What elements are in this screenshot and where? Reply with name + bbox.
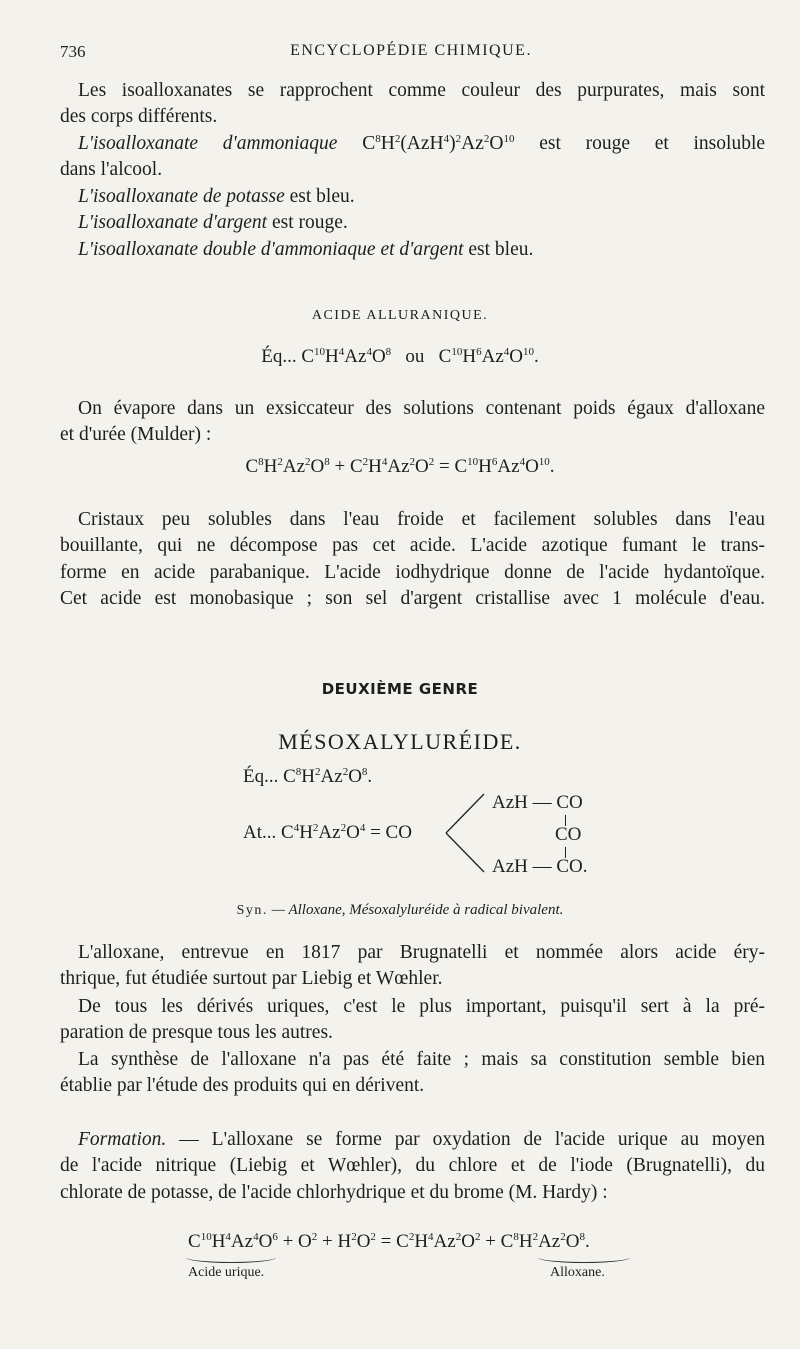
label-uric-acid: Acide urique. [188, 1265, 265, 1280]
compound-name: L'isoalloxanate d'argent [78, 212, 268, 234]
structure-bonds [440, 788, 490, 878]
text-line: Cristaux peu solubles dans l'eau froide et facilement solubles dans l'eau [78, 509, 765, 530]
structure-bottom: AzH — CO. [492, 856, 588, 877]
synthesis-paragraph [60, 1047, 765, 1100]
isoalloxanate-list [60, 131, 765, 263]
text-line: de l'acide nitrique (Liebig et Wœhler), du chlore et de l'iode (Brugnatelli), du [60, 1155, 765, 1177]
text-line: forme en acide parabanique. L'acide iodhydrique donne de l'acide hydantoïque. [60, 561, 765, 583]
equivalent-formula: Éq... $C^8H^2Az^2O^8$. [243, 766, 373, 787]
underbrace [186, 1252, 276, 1263]
syn-label: Syn. [236, 903, 268, 918]
reaction-equation: $C^8H^2Az^2O^8 + C^2H^4Az^2O^2 = C^{10}H^6Az^4O^{10}$. [245, 456, 555, 477]
label-alloxane: Alloxane. [550, 1265, 605, 1280]
text-line: La synthèse de l'alloxane n'a pas été faite ; mais sa constitution semble bien [78, 1049, 765, 1070]
text-line: dans l'alcool. [60, 159, 163, 181]
formation-equation: $C^{10}H^4Az^4O^6 + O^2 + H^2O^2 = C^2H^4Az^2O^2 + C^8H^2Az^2O^8$. [188, 1231, 590, 1252]
structure-top: AzH — CO [492, 792, 583, 813]
text-line: et d'urée (Mulder) : [60, 424, 212, 446]
list-item [60, 131, 765, 157]
atomic-formula: At... $C^4H^2Az^2O^4$ = CO [243, 822, 412, 843]
text-line: des corps différents. [60, 106, 218, 128]
at-label: At... [243, 822, 277, 843]
compound-name: L'isoalloxanate de potasse [78, 185, 285, 207]
preparation-paragraph [60, 396, 765, 449]
text-span: est bleu. [468, 238, 534, 260]
text-line: bouillante, qui ne décompose pas cet acide. L'acide azotique fumant le trans- [60, 535, 765, 557]
text-line [60, 1127, 765, 1153]
formation-label: Formation. [78, 1129, 167, 1150]
compound-name: L'isoalloxanate double d'ammoniaque et d'argent [78, 238, 464, 260]
text-line: L'alloxane, entrevue en 1817 par Brugnatelli et nommée alors acide éry- [78, 942, 765, 963]
history-paragraph [60, 940, 765, 993]
structure-middle: CO [555, 824, 582, 845]
list-item [60, 237, 765, 263]
equivalent-formula: Éq... $C^{10}H^4Az^4O^8$ ou $C^{10}H^6Az^4O^{10}$. [261, 346, 539, 367]
page-number: 736 [60, 42, 86, 61]
intro-paragraph [60, 78, 765, 131]
compound-name: L'isoalloxanate d'ammoniaque [78, 133, 338, 154]
text-line: Les isoalloxanates se rapprochent comme couleur des purpurates, mais sont [78, 80, 765, 101]
text-span: est rouge et insoluble [539, 133, 766, 154]
text-span: est rouge. [271, 212, 348, 234]
properties-paragraph [60, 507, 765, 613]
synonym-line [0, 902, 800, 919]
text-span: est bleu. [289, 185, 355, 207]
syn-text: — Alloxane, Mésoxalyluréide à radical bivalent. [271, 902, 564, 918]
list-item [60, 184, 765, 210]
running-header [60, 42, 762, 64]
text-line: établie par l'étude des produits qui en dérivent. [60, 1075, 425, 1097]
list-item [60, 210, 765, 236]
text-line: paration de presque tous les autres. [60, 1022, 333, 1044]
formula: $C^8H^2(AzH^4)^2Az^2O^{10}$ [362, 133, 515, 154]
underbrace [538, 1252, 630, 1263]
text-line: chlorate de potasse, de l'acide chlorhydrique et du brome (M. Hardy) : [60, 1181, 608, 1203]
compound-title: MÉSOXALYLURÉIDE. [278, 729, 522, 754]
or-word: ou [405, 346, 425, 367]
text-line: Cet acide est monobasique ; son sel d'argent cristallise avec 1 molécule d'eau. [60, 588, 765, 610]
text-line: De tous les dérivés uriques, c'est le plus important, puisqu'il sert à la pré- [78, 996, 765, 1017]
text-span: — L'alloxane se forme par oxydation de l'acide urique au moyen [179, 1129, 765, 1150]
running-title: ENCYCLOPÉDIE CHIMIQUE. [290, 42, 532, 59]
text-line: On évapore dans un exsiccateur des solutions contenant poids égaux d'alloxane [78, 398, 765, 419]
importance-paragraph [60, 994, 765, 1047]
eq-label: Éq... [243, 766, 279, 787]
text-line: thrique, fut étudiée surtout par Liebig et Wœhler. [60, 968, 443, 990]
formation-paragraph [60, 1127, 765, 1206]
eq-label: Éq... [261, 346, 297, 367]
section-title: ACIDE ALLURANIQUE. [311, 308, 489, 323]
genre-heading: DEUXIÈME GENRE [321, 680, 479, 698]
